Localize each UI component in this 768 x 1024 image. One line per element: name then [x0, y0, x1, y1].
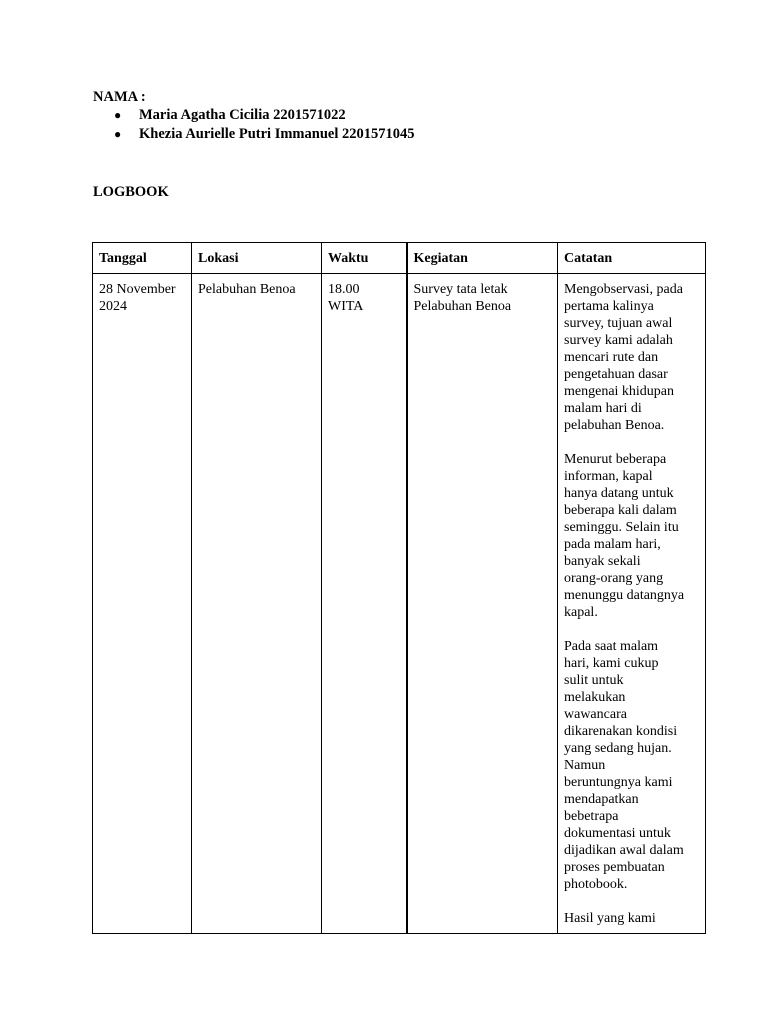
waktu-text: 18.00 WITA: [328, 282, 364, 314]
lokasi-text: Pelabuhan Benoa: [198, 282, 296, 297]
catatan-paragraph: Hasil yang kami: [564, 911, 656, 926]
catatan-paragraph: Menurut beberapa informan, kapal hanya datang untuk beberapa kali dalam seminggu. Selain itu pada malam hari, banyak sekali orang-orang yang menunggu datangnya kapal.: [564, 452, 685, 620]
table-header-row: [93, 243, 706, 274]
table-row: [93, 274, 706, 934]
bullet-icon: ●: [114, 127, 122, 141]
column-header-tanggal: Tanggal: [93, 243, 192, 274]
tanggal-text: 28 November 2024: [99, 282, 176, 314]
cell-waktu: [322, 274, 407, 934]
column-header-catatan: Catatan: [558, 243, 706, 274]
kegiatan-text: Survey tata letak Pelabuhan Benoa: [413, 282, 512, 314]
cell-kegiatan: [407, 274, 558, 934]
bullet-icon: ●: [114, 108, 122, 122]
member-item: [93, 125, 414, 144]
column-header-lokasi: Lokasi: [192, 243, 322, 274]
member-list: [93, 106, 414, 144]
member-name: Khezia Aurielle Putri Immanuel 2201571045: [139, 126, 415, 142]
member-name: Maria Agatha Cicilia 2201571022: [139, 107, 346, 123]
logbook-table: [92, 242, 706, 934]
cell-catatan: [558, 274, 706, 934]
column-header-kegiatan: Kegiatan: [407, 243, 558, 274]
member-item: [93, 106, 414, 125]
logbook-title: LOGBOOK: [93, 184, 169, 200]
nama-label: NAMA :: [93, 89, 146, 105]
column-header-waktu: Waktu: [322, 243, 407, 274]
catatan-paragraph: Mengobservasi, pada pertama kalinya survey, tujuan awal survey kami adalah mencari rute dan pengetahuan dasar mengenai khidupan malam hari di pelabuhan Benoa.: [564, 282, 683, 433]
cell-tanggal: [93, 274, 192, 934]
cell-lokasi: [192, 274, 322, 934]
catatan-paragraph: Pada saat malam hari, kami cukup sulit untuk melakukan wawancara dikarenakan kondisi yang sedang hujan. Namun beruntungnya kami mendapatkan bebetrapa dokumentasi untuk dijadikan awal dalam proses pembuatan photobook.: [564, 639, 684, 892]
